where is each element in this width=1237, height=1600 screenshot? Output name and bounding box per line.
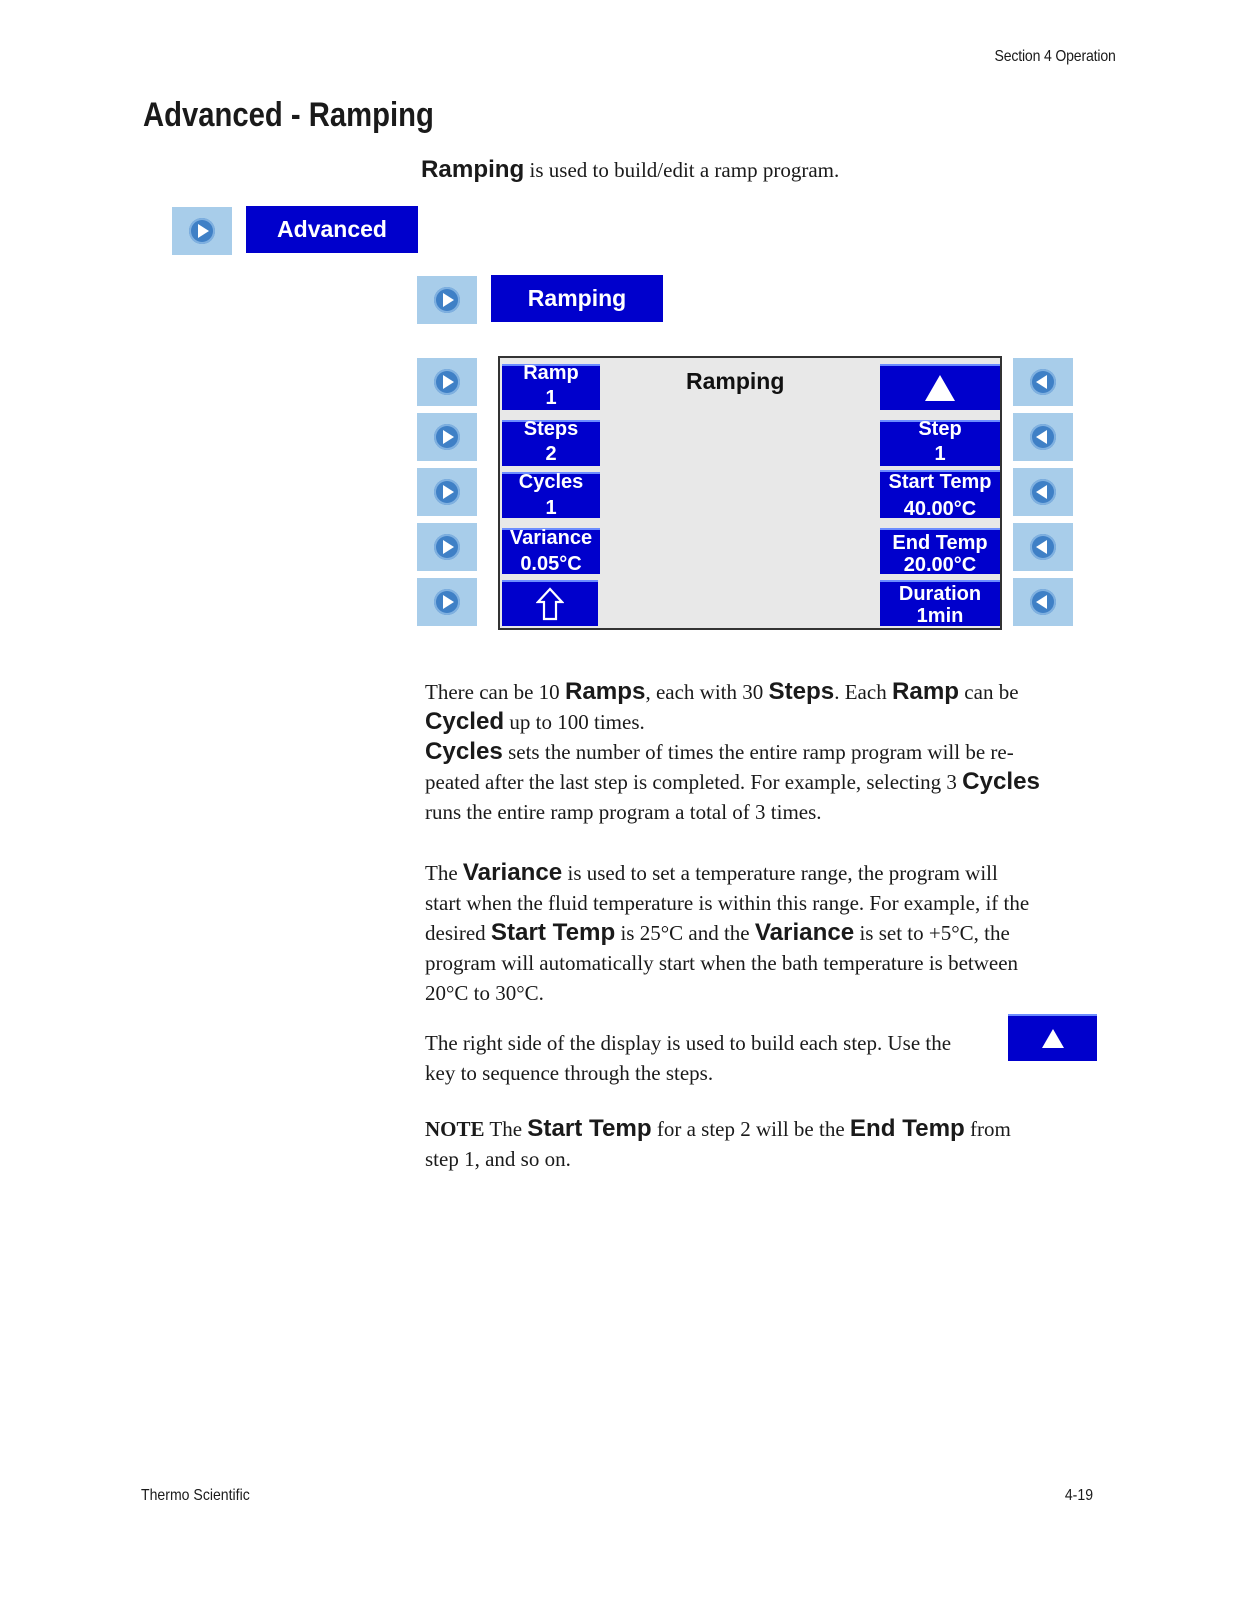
right-key-3[interactable] xyxy=(1013,468,1073,516)
up-arrow-icon xyxy=(1042,1029,1064,1048)
steps-button[interactable]: Steps 2 xyxy=(502,420,600,466)
page-title: Advanced - Ramping xyxy=(143,96,434,134)
step-button[interactable]: Step 1 xyxy=(880,420,1000,466)
play-icon xyxy=(434,369,460,395)
intro-body: is used to build/edit a ramp program. xyxy=(524,158,840,182)
play-icon xyxy=(189,218,215,244)
reverse-play-icon xyxy=(1030,424,1056,450)
page-number: 4-19 xyxy=(1064,1487,1093,1504)
cycles-button[interactable]: Cycles 1 xyxy=(502,472,600,518)
left-key-1[interactable] xyxy=(417,358,477,406)
ramps-paragraph: There can be 10 Ramps, each with 30 Steps. Each Ramp can be Cycled up to 100 times. Cycles sets the number of times the entire ramp program will be re- peated after the last step is completed. For example, selecting 3 Cycles runs the entire ramp program a total of 3 times. xyxy=(425,678,1040,824)
reverse-play-icon xyxy=(1030,589,1056,615)
right-key-2[interactable] xyxy=(1013,413,1073,461)
right-key-1[interactable] xyxy=(1013,358,1073,406)
right-key-4[interactable] xyxy=(1013,523,1073,571)
play-icon xyxy=(434,287,460,313)
play-icon xyxy=(434,424,460,450)
left-key-5[interactable] xyxy=(417,578,477,626)
section-header: Section 4 Operation xyxy=(994,48,1116,65)
reverse-play-icon xyxy=(1030,534,1056,560)
play-icon xyxy=(434,589,460,615)
reverse-play-icon xyxy=(1030,479,1056,505)
left-key-4[interactable] xyxy=(417,523,477,571)
play-icon xyxy=(434,479,460,505)
left-key-3[interactable] xyxy=(417,468,477,516)
right-key-5[interactable] xyxy=(1013,578,1073,626)
display-title: Ramping xyxy=(686,368,785,394)
home-button[interactable] xyxy=(502,580,598,626)
end-temp-button[interactable]: End Temp 20.00°C xyxy=(880,528,1000,574)
home-icon xyxy=(536,587,564,621)
ramping-arrow-key[interactable] xyxy=(417,276,477,324)
ramping-display xyxy=(498,356,1002,630)
ramp-button[interactable]: Ramp 1 xyxy=(502,364,600,410)
variance-button[interactable]: Variance 0.05°C xyxy=(502,528,600,574)
up-arrow-icon xyxy=(925,375,955,401)
variance-paragraph: The Variance is used to set a temperature range, the program will start when the fluid temperature is within this range. For example, if the desired Start Temp is 25°C and the Variance is set to +5°C, the program will automatically start when the bath temperature is between 20°C to 30°C. xyxy=(425,859,1030,1005)
right-side-paragraph: The right side of the display is used to build each step. Use the key to sequence through the steps. xyxy=(425,1031,952,1085)
start-temp-button[interactable]: Start Temp 40.00°C xyxy=(880,470,1000,518)
intro-keyword: Ramping xyxy=(421,156,525,183)
reverse-play-icon xyxy=(1030,369,1056,395)
intro-text xyxy=(421,156,839,184)
play-icon xyxy=(434,534,460,560)
left-key-2[interactable] xyxy=(417,413,477,461)
advanced-arrow-key[interactable] xyxy=(172,207,232,255)
note-paragraph: NOTE The Start Temp for a step 2 will be the End Temp from step 1, and so on. xyxy=(425,1115,1011,1171)
footer-brand: Thermo Scientific xyxy=(141,1487,250,1504)
next-step-button[interactable] xyxy=(880,364,1000,410)
up-arrow-key-example xyxy=(1008,1014,1097,1061)
ramping-button[interactable]: Ramping xyxy=(491,275,663,322)
advanced-button[interactable]: Advanced xyxy=(246,206,418,253)
duration-button[interactable]: Duration 1min xyxy=(880,580,1000,626)
